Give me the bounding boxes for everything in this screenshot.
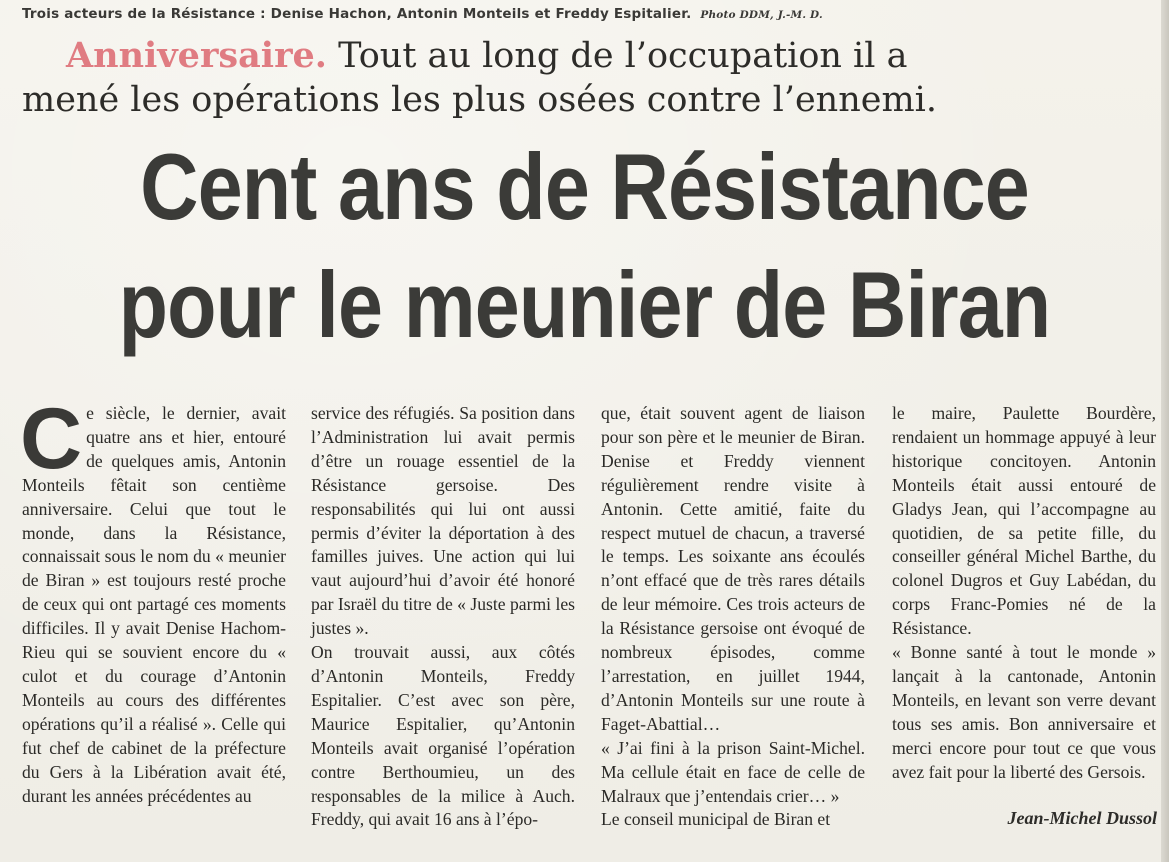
drop-cap: C xyxy=(20,391,83,487)
article-column-3 xyxy=(601,402,865,834)
caption-text: Trois acteurs de la Résistance : Denise Hachon, Antonin Monteils et Freddy Espitalier. xyxy=(22,6,692,22)
article-column-1 xyxy=(20,391,286,834)
article-column-2 xyxy=(311,402,575,834)
paragraph-text: e siècle, le dernier, avait quatre ans et hier, entouré de quelques amis, Antonin Monteils fêtait son centième anniversaire. Celui que tout le monde, dans la Résistance, connaissait sous le nom du « meunier de Biran » est toujours resté proche de ceux qui ont partagé ces moments difficiles. Il y avait Denise Hachom-Rieu qui se souvient encore du « culot et du courage d’Antonin Monteils au cours des différentes opérations qu’il a réalisé ». Celle qui fut chef de cabinet de la préfecture du Gers à la Libération avait été, durant les années précédentes au xyxy=(22,403,286,806)
paragraph: le maire, Paulette Bourdère, rendaient un hommage appuyé à leur historique concitoyen. Antonin Monteils était aussi entouré de Gladys Jean, qui l’accompagne au quotidien, de sa petite fille, du conseiller général Michel Barthe, du colonel Dugros et Guy Labédan, du corps Franc-Pomies né de la Résistance. xyxy=(892,403,1156,639)
headline xyxy=(0,128,1169,364)
paragraph: service des réfugiés. Sa position dans l’Administration lui avait permis d’être un rouage essentiel de la Résistance gersoise. Des responsabilités qui lui ont aussi permis d’éviter la déportation à des familles juives. Une action qui lui vaut aujourd’hui d’avoir été honoré par Israël du titre de « Juste parmi les justes ». xyxy=(311,403,575,639)
paragraph xyxy=(20,391,286,808)
kicker-text-2: mené les opérations les plus osées contre l’ennemi. xyxy=(22,80,937,120)
photo-credit: Photo DDM, J.-M. D. xyxy=(700,9,823,21)
kicker xyxy=(22,34,1152,122)
article-body xyxy=(20,391,1156,834)
headline-line-2: pour le meunier de Biran xyxy=(118,252,1051,357)
photo-caption xyxy=(22,6,823,22)
kicker-line-1 xyxy=(22,34,1152,78)
headline-line-1: Cent ans de Résistance xyxy=(140,134,1029,239)
paragraph: « Bonne santé à tout le monde » lançait à la cantonade, Antonin Monteils, en levant son verre devant tous ses amis. Bon anniversaire et merci encore pour tout ce que vous avez fait pour la liberté des Gersois. xyxy=(892,642,1156,782)
paragraph: « J’ai fini à la prison Saint-Michel. Ma cellule était en face de celle de Malraux que j’entendais crier… » xyxy=(601,737,865,806)
paragraph: Le conseil municipal de Biran et xyxy=(601,809,831,830)
author-signature: Jean-Michel Dussol xyxy=(1007,808,1157,828)
paragraph: que, était souvent agent de liaison pour son père et le meunier de Biran. Denise et Freddy viennent régulièrement rendre visite à Antonin. Cette amitié, faite du respect mutuel de chacun, a traversé le temps. Les soixante ans écoulés n’ont effacé que de très rares détails de leur mémoire. Ces trois acteurs de la Résistance gersoise ont évoqué de nombreux épisodes, comme l’arrestation, en juillet 1944, d’Antonin Monteils sur une route à Faget-Abattial… xyxy=(601,403,865,734)
article-column-4 xyxy=(892,402,1156,834)
kicker-text-1: Tout au long de l’occupation il a xyxy=(338,36,908,76)
paragraph: On trouvait aussi, aux côtés d’Antonin Monteils, Freddy Espitalier. C’est avec son père, Maurice Espitalier, qu’Antonin Monteils avait organisé l’opération contre Berthoumieu, un des responsables de la milice à Auch. Freddy, qui avait 16 ans à l’épo- xyxy=(311,642,575,830)
kicker-label: Anniversaire. xyxy=(66,35,327,76)
